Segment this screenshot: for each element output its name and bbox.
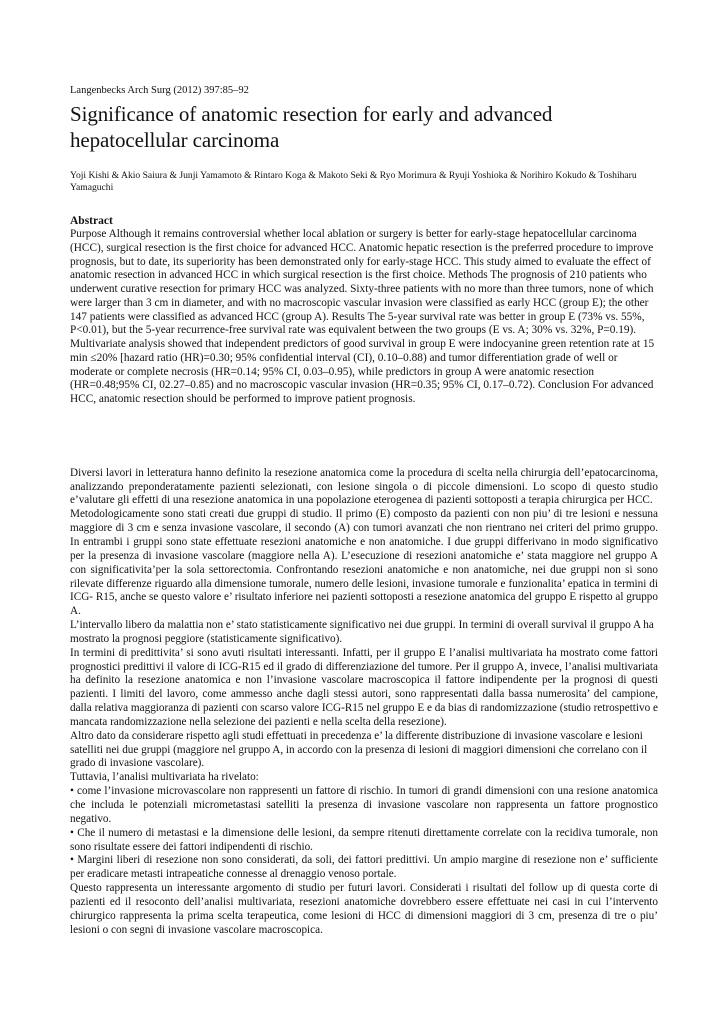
commentary-paragraph: Altro dato da considerare rispetto agli studi effettuati in precedenza e’ la differente distribuzione di invasione vascolare e lesioni satelliti nei due gruppi (maggiore nel gruppo A, in accordo con la presenza di lesioni di maggiori dimensioni che correlano con il grado di invasione vascolare). xyxy=(70,729,648,770)
bullet-item: • come l’invasione microvascolare non rappresenti un fattore di rischio. In tumori di grandi dimensioni con una resione anatomica che includa le potenziali micrometastasi satelliti la presenza di invasione vascolare non rappresenta un fattore prognostico negativo. xyxy=(70,785,658,825)
commentary-paragraph: L’intervallo libero da malattia non e’ stato statisticamente significativo nei due gruppi. In termini di overall survival il gruppo A ha mostrato la prognosi peggiore (statisticamente significativo). xyxy=(70,619,654,645)
commentary-paragraph: Metodologicamente sono stati creati due gruppi di studio. Il primo (E) composto da pazienti con non piu’ di tre lesioni e nessuna maggiore di 3 cm e senza invasione vascolare, il secondo (A) con tumori avanzati che non rientrano nei criteri del primo gruppo. In entrambi i gruppi sono state effettuate resezioni anatomiche e non anatomiche. I due gruppi differivano in modo significativo per la presenza di invasione vascolare (maggiore nella A). L’esecuzione di resezioni anatomiche e’ stata maggiore nel gruppo A con significativita’per la sola settorectomia. Confrontando resezioni anatomiche e non anatomiche, nei due gruppi non si sono rilevate differenze riguardo alla dimensione tumorale, numero delle lesioni, invasione tumorale e funzionalita’ epatica in termini di ICG- R15, anche se questo valore e’ risultato inferiore nei pazienti sottoposti a resezione anatomica del gruppo E rispetto al gruppo A. xyxy=(70,508,658,618)
commentary-paragraph: Tuttavia, l’analisi multivariata ha rivelato: xyxy=(70,771,259,784)
author-list: Yoji Kishi & Akio Saiura & Junji Yamamoto & Rintaro Koga & Makoto Seki & Ryo Morimura & Ryuji Yoshioka & Norihiro Kokudo & Toshiharu Yamaguchi xyxy=(70,170,637,193)
bullet-item: • Che il numero di metastasi e la dimensione delle lesioni, da sempre ritenuti direttamente correlate con la recidiva tumorale, non sono risultate essere dei fattori indipendenti di rischio. xyxy=(70,826,658,853)
commentary-paragraph: Questo rappresenta un interessante argomento di studio per futuri lavori. Considerati i risultati del follow up di questa corte di pazienti ed il resoconto dell’analisi multivariata, resezioni anatomiche dovrebbero essere effettuate nei casi in cui l’intervento chirurgico rappresenta la prima scelta terapeutica, come lesioni di HCC di dimensioni maggiori di 3 cm, presenza di tre o piu’ lesioni o con segni di invasione vascolare macroscopica. xyxy=(70,882,658,936)
journal-reference: Langenbecks Arch Surg (2012) 397:85–92 xyxy=(70,85,249,96)
commentary-paragraph: Diversi lavori in letteratura hanno definito la resezione anatomica come la procedura di scelta nella chirurgia dell’epatocarcinoma, analizzando preponderatamente pazienti selezionati, con lesione singola o di piccole dimensioni. Lo scopo di questo studio e’valutare gli effetti di una resezione anatomica in una popolazione eterogenea di pazienti sottoposti a terapia chirurgica per HCC. xyxy=(70,466,658,507)
bullet-item: • Margini liberi di resezione non sono considerati, da soli, dei fattori predittivi. Un ampio margine di resezione non e’ sufficiente per eradicare metasti intrapeatiche connesse al drenaggio venoso portale. xyxy=(70,854,658,881)
paper-title: Significance of anatomic resection for early and advanced hepatocellular carcinoma xyxy=(70,102,553,152)
abstract-text: Purpose Although it remains controversial whether local ablation or surgery is better for early-stage hepatocellular carcinoma (HCC), surgical resection is the first choice for advanced HCC. Anatomic hepatic resection is the preferred procedure to improve prognosis, but to date, its superiority has been demonstrated only for early-stage HCC. This study aimed to evaluate the effect of anatomic resection in advanced HCC in which surgical resection is the first choice. Methods The prognosis of 210 patients who underwent curative resection for primary HCC was analyzed. Sixty-three patients with no more than three tumors, none of which were larger than 3 cm in diameter, and with no macroscopic vascular invasion were classified as early HCC (group E); the other 147 patients were classified as advanced HCC (group A). Results The 5-year survival rate was better in group E (73% vs. 55%, P<0.01), but the 5-year recurrence-free survival rate was equivalent between the two groups (E vs. A; 30% vs. 32%, P=0.19). Multivariate analysis showed that independent predictors of good survival in group E were indocyanine green retention rate at 15 min ≤20% [hazard ratio (HR)=0.30; 95% confidential interval (CI), 0.10–0.88) and tumor differentiation grade of well or moderate or complete necrosis (HR=0.14; 95% CI, 0.03–0.95), while predictors in group A were anatomic resection (HR=0.48;95% CI, 02.27–0.85) and no macroscopic vascular invasion (HR=0.35; 95% CI, 0.17–0.72). Conclusion For advanced HCC, anatomic resection should be performed to improve patient prognosis. xyxy=(70,228,655,405)
commentary-section xyxy=(70,467,658,938)
abstract-heading: Abstract xyxy=(70,215,113,227)
commentary-paragraph: In termini di predittivita’ si sono avuti risultati interessanti. Infatti, per il gruppo E l’analisi multivariata ha mostrato come fattori prognostici predittivi il valore di ICG-R15 ed il grado di differenziazione del tumore. Per il gruppo A, invece, l’analisi multivariata ha definito la resezione anatomica e non l’invasione vascolare macroscopica il fattore indipendente per la prognosi di questi pazienti. I limiti del lavoro, come ammesso anche dagli stessi autori, sono rappresentati dalla bassa numerosita’ del campione, dalla relativa maggioranza di pazienti con scarso valore ICG-R15 nel gruppo E e da bias di randomizzazione (studio retrospettivo e mancata randomizzazione nella selezione dei pazienti e nella scelta della resezione). xyxy=(70,646,658,728)
paper-page xyxy=(70,84,658,937)
